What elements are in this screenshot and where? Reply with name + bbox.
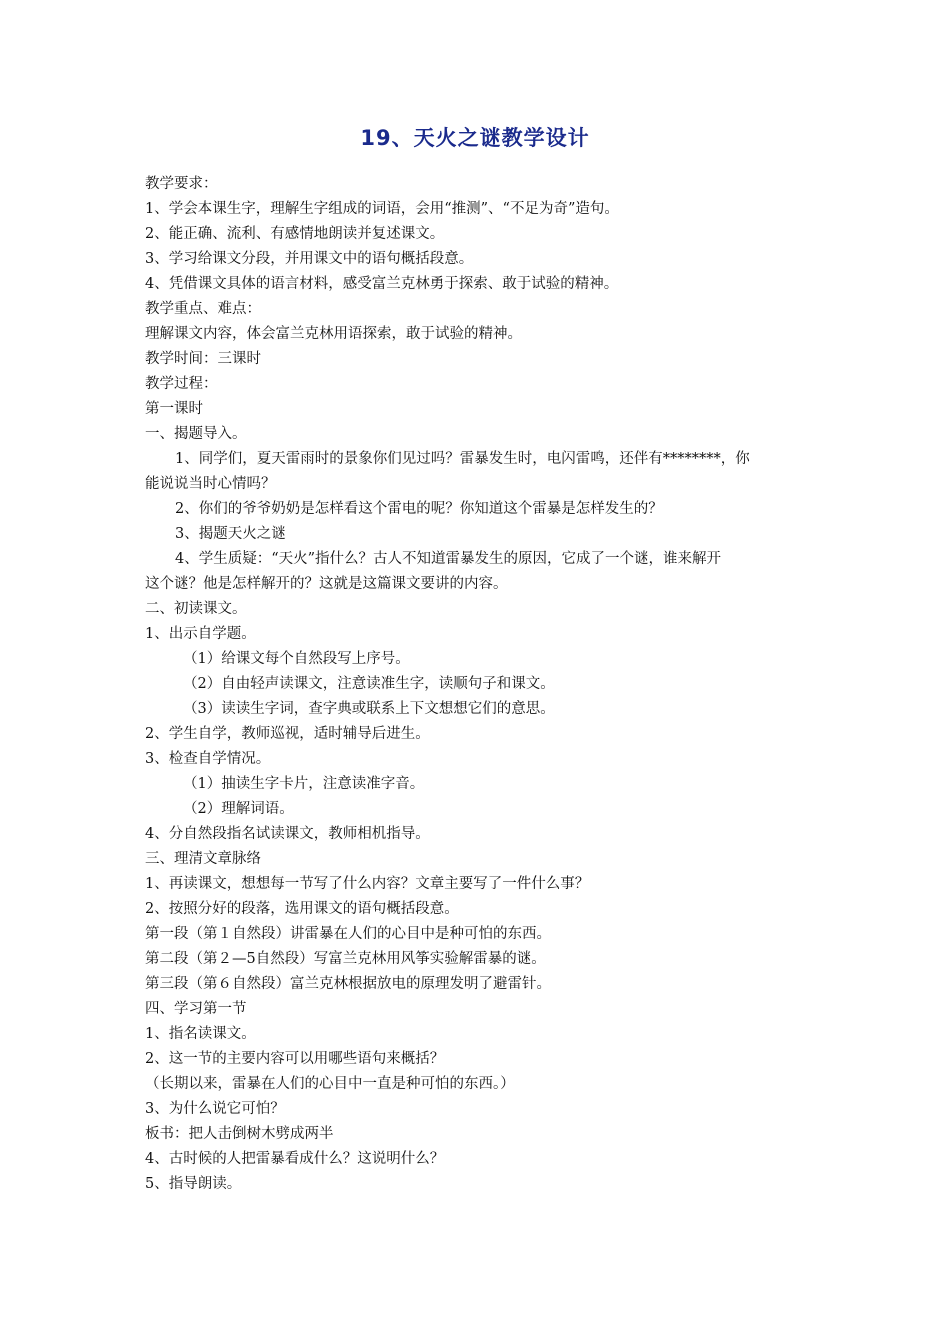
text-line: 理解课文内容，体会富兰克林用语探索，敢于试验的精神。: [145, 326, 522, 342]
text-line: 1、出示自学题。: [145, 626, 256, 642]
text-line: 第一段（第１自然段）讲雷暴在人们的心目中是种可怕的东西。: [145, 926, 551, 942]
text-line: 四、学习第一节: [145, 1001, 247, 1017]
text-line: 3、学习给课文分段，并用课文中的语句概括段意。: [145, 251, 474, 267]
text-line: 4、分自然段指名试读课文，教师相机指导。: [145, 826, 430, 842]
text-line: 4、学生质疑：“天火”指什么？古人不知道雷暴发生的原因，它成了一个谜，谁来解开: [175, 551, 722, 567]
text-line: 1、指名读课文。: [145, 1026, 256, 1042]
text-line: 二、初读课文。: [145, 601, 247, 617]
text-line: 三、理清文章脉络: [145, 851, 261, 867]
text-line: 4、凭借课文具体的语言材料，感受富兰克林勇于探索、敢于试验的精神。: [145, 276, 619, 292]
text-line: （1）抽读生字卡片，注意读准字音。: [183, 776, 425, 792]
text-line: 2、学生自学，教师巡视，适时辅导后进生。: [145, 726, 430, 742]
text-line: 第三段（第６自然段）富兰克林根据放电的原理发明了避雷针。: [145, 976, 551, 992]
text-line: 一、揭题导入。: [145, 426, 247, 442]
text-line: 教学重点、难点：: [145, 301, 261, 317]
text-line: 2、按照分好的段落，选用课文的语句概括段意。: [145, 901, 459, 917]
document-title: 19、天火之谜教学设计: [360, 126, 590, 150]
text-line: 2、这一节的主要内容可以用哪些语句来概括？: [145, 1051, 445, 1067]
text-line: 1、同学们，夏天雷雨时的景象你们见过吗？雷暴发生时，电闪雷鸣，还伴有********，你: [175, 451, 750, 467]
text-line: 第一课时: [145, 401, 203, 417]
text-line: 2、能正确、流利、有感情地朗读并复述课文。: [145, 226, 445, 242]
text-line: 教学过程：: [145, 376, 218, 392]
text-line: 5、指导朗读。: [145, 1176, 242, 1192]
text-line: 板书：把人击倒树木劈成两半: [145, 1126, 334, 1142]
text-line: 教学时间：三课时: [145, 351, 261, 367]
text-line: 2、你们的爷爷奶奶是怎样看这个雷电的呢？你知道这个雷暴是怎样发生的？: [175, 501, 663, 517]
text-line: （1）给课文每个自然段写上序号。: [183, 651, 410, 667]
text-line: （2）理解词语。: [183, 801, 294, 817]
text-line: 1、再读课文，想想每一节写了什么内容？文章主要写了一件什么事？: [145, 876, 590, 892]
document-body: [145, 172, 815, 1197]
text-line: 能说说当时心情吗？: [145, 476, 276, 492]
text-line: 4、古时候的人把雷暴看成什么？这说明什么？: [145, 1151, 445, 1167]
text-line: （3）读读生字词，查字典或联系上下文想想它们的意思。: [183, 701, 555, 717]
text-line: 这个谜？他是怎样解开的？这就是这篇课文要讲的内容。: [145, 576, 508, 592]
text-line: 3、检查自学情况。: [145, 751, 271, 767]
text-line: （长期以来，雷暴在人们的心目中一直是种可怕的东西。）: [145, 1076, 515, 1092]
text-line: （2）自由轻声读课文，注意读准生字，读顺句子和课文。: [183, 676, 555, 692]
text-line: 第二段（第２—5自然段）写富兰克林用风筝实验解雷暴的谜。: [145, 951, 546, 967]
text-line: 1、学会本课生字，理解生字组成的词语，会用“推测”、“不足为奇”造句。: [145, 201, 619, 217]
text-line: 教学要求：: [145, 176, 218, 192]
text-line: 3、揭题天火之谜: [175, 526, 286, 542]
text-line: 3、为什么说它可怕？: [145, 1101, 285, 1117]
